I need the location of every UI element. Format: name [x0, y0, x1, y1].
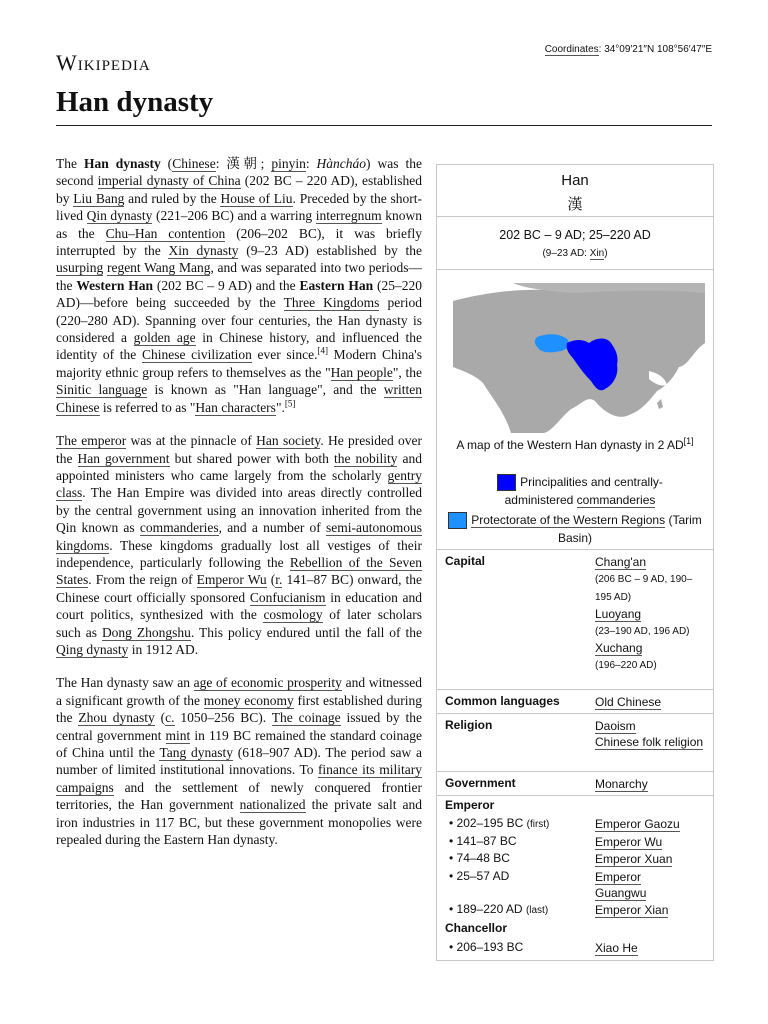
- link-han-government[interactable]: Han government: [77, 450, 170, 466]
- link-three-kingdoms[interactable]: Three Kingdoms: [283, 295, 380, 311]
- infobox-native-name: 漢: [567, 196, 583, 213]
- link-daoism[interactable]: Daoism: [595, 719, 636, 733]
- link-money-economy[interactable]: money economy: [203, 692, 294, 708]
- link-emperor-wu-infobox[interactable]: Emperor Wu: [595, 835, 663, 849]
- link-luoyang[interactable]: Luoyang: [595, 607, 642, 621]
- link-legend-commanderies[interactable]: commanderies: [576, 493, 656, 508]
- emperor-years-0: • 202–195 BC (first): [449, 816, 550, 830]
- infobox-title: Han: [561, 172, 589, 189]
- link-economic-prosperity[interactable]: age of economic prosperity: [193, 675, 342, 691]
- link-circa[interactable]: c.: [165, 710, 175, 726]
- link-rebellion-seven-states[interactable]: Rebellion of the Seven States: [56, 554, 422, 588]
- link-finance-military[interactable]: finance its military campaigns: [56, 762, 422, 795]
- link-xin-dynasty[interactable]: Xin dynasty: [168, 243, 239, 259]
- row-capital: [437, 549, 713, 690]
- label-government: Government: [445, 776, 516, 790]
- paragraph-3: The Han dynasty saw an age of economic prosperity and witnessed a significant growth of the money economy first established during the Zhou dynasty (c. 1050–256 BC). The coinage issued by the central government mint in 119 BC remained the standard coinage of China until the Tang dynasty (618–907 AD). The period saw a number of limited institutional innovations. To finance its military campaigns and the settlement of newly conquered frontier territories, the Han government nationalized the private salt and iron industries in 117 BC, but these government monopolies were repealed during the Eastern Han dynasty.: [56, 675, 422, 848]
- link-written-chinese[interactable]: written Chinese: [56, 382, 422, 415]
- map-ref[interactable]: [1]: [683, 436, 694, 446]
- link-usurping[interactable]: usurping: [56, 260, 104, 276]
- link-sinitic-language[interactable]: Sinitic language: [56, 382, 148, 398]
- link-reign-abbr[interactable]: r.: [275, 572, 283, 588]
- link-cosmology[interactable]: cosmology: [263, 607, 323, 623]
- legend-item-protectorate: Protectorate of the Western Regions (Tarim Basin): [447, 511, 703, 547]
- article-body: [56, 155, 422, 864]
- emperor-years-1: • 141–87 BC: [449, 834, 517, 848]
- chancellor-years-0: • 206–193 BC: [449, 940, 524, 954]
- map-caption: A map of the Western Han dynasty in 2 AD[1]: [456, 436, 694, 452]
- link-house-of-liu[interactable]: House of Liu: [220, 190, 293, 206]
- link-emperor-xian[interactable]: Emperor Xian: [595, 903, 669, 917]
- legend-item-principalities: Principalities and centrally-administered commanderies: [467, 473, 693, 509]
- ref-5[interactable]: [5]: [284, 398, 296, 409]
- link-imperial-dynasty[interactable]: imperial dynasty of China: [97, 173, 241, 189]
- link-chinese[interactable]: Chinese: [172, 156, 216, 171]
- link-chinese-civilization[interactable]: Chinese civilization: [141, 347, 252, 363]
- page-title: Han dynasty: [56, 86, 214, 118]
- link-monarchy[interactable]: Monarchy: [595, 777, 648, 791]
- link-han-society[interactable]: Han society: [256, 433, 321, 449]
- link-liu-bang[interactable]: Liu Bang: [73, 190, 125, 206]
- row-government: [437, 771, 713, 796]
- link-han-people[interactable]: Han people: [330, 364, 393, 380]
- row-languages: [437, 689, 713, 714]
- link-xin[interactable]: Xin: [589, 248, 605, 259]
- link-emperor-xuan[interactable]: Emperor Xuan: [595, 852, 673, 866]
- link-interregnum[interactable]: interregnum: [315, 208, 382, 224]
- value-capital: Chang'an (206 BC – 9 AD, 190–195 AD) Luoyang (23–190 AD, 196 AD) Xuchang (196–220 AD): [595, 555, 693, 671]
- label-religion: Religion: [445, 718, 493, 732]
- link-mint[interactable]: mint: [165, 727, 191, 743]
- link-changan[interactable]: Chang'an: [595, 555, 646, 569]
- title-divider: [56, 125, 712, 126]
- link-pinyin[interactable]: pinyin: [271, 156, 306, 171]
- link-chinese-folk-religion[interactable]: Chinese folk religion: [595, 735, 704, 749]
- link-the-coinage[interactable]: The coinage: [271, 710, 341, 726]
- emperor-years-2: • 74–48 BC: [449, 851, 510, 865]
- link-qin-dynasty[interactable]: Qin dynasty: [86, 208, 153, 224]
- legend-swatch-lightblue: [448, 512, 467, 529]
- link-nationalized[interactable]: nationalized: [239, 797, 306, 813]
- label-chancellor: Chancellor: [445, 921, 508, 935]
- link-emperor-wu[interactable]: Emperor Wu: [196, 572, 267, 588]
- link-the-emperor[interactable]: The emperor: [56, 433, 127, 449]
- coordinates-label[interactable]: Coordinates: [544, 44, 599, 55]
- link-emperor-gaozu[interactable]: Emperor Gaozu: [595, 817, 680, 831]
- paragraph-2: The emperor was at the pinnacle of Han society. He presided over the Han government but shared power with both the nobility and appointed ministers who came largely from the scholarly gentry class. The Han Empire was divided into areas directly controlled by the central government using an innovation inherited from the Qin known as commanderies, and a number of semi-autonomous kingdoms. These kingdoms gradually lost all vestiges of their independence, particularly following the Rebellion of the Seven States. From the reign of Emperor Wu (r. 141–87 BC) onward, the Chinese court officially sponsored Confucianism in education and court politics, synthesized with the cosmology of later scholars such as Dong Zhongshu. This policy endured until the fall of the Qing dynasty in 1912 AD.: [56, 433, 423, 657]
- infobox-dates: 202 BC – 9 AD; 25–220 AD: [499, 228, 651, 242]
- link-chu-han[interactable]: Chu–Han contention: [105, 225, 226, 241]
- row-emperors: [437, 795, 713, 961]
- link-the-nobility[interactable]: the nobility: [333, 450, 398, 466]
- link-protectorate[interactable]: Protectorate of the Western Regions: [471, 513, 666, 527]
- western-han-map[interactable]: [453, 283, 705, 433]
- link-tang-dynasty[interactable]: Tang dynasty: [159, 745, 233, 760]
- wikipedia-logo[interactable]: Wikipedia: [56, 50, 151, 75]
- link-golden-age[interactable]: golden age: [133, 330, 196, 346]
- legend-swatch-blue: [497, 474, 516, 491]
- infobox-interlude: (9–23 AD: Xin): [542, 248, 608, 259]
- label-capital: Capital: [445, 554, 486, 568]
- link-emperor-guangwu[interactable]: Emperor Guangwu: [595, 870, 647, 900]
- link-confucianism[interactable]: Confucianism: [249, 589, 326, 605]
- label-languages: Common languages: [445, 694, 560, 708]
- ref-4[interactable]: [4]: [317, 345, 328, 356]
- emperor-years-3: • 25–57 AD: [449, 869, 510, 883]
- link-semi-autonomous[interactable]: semi-autonomous kingdoms: [56, 520, 422, 553]
- link-zhou-dynasty[interactable]: Zhou dynasty: [78, 710, 155, 726]
- label-emperor: Emperor: [445, 798, 495, 812]
- link-xuchang[interactable]: Xuchang: [595, 641, 643, 655]
- paragraph-1: The Han dynasty (Chinese: 漢朝; pinyin: Hàncháo) was the second imperial dynasty of China (202 BC – 220 AD), established by Liu Bang and ruled by the House of Liu. Preceded by the short-lived Qin dynasty (221–206 BC) and a warring interregnum known as the Chu–Han contention (206–202 BC), it was briefly interrupted by the Xin dynasty (9–23 AD) established by the usurping regent Wang Mang, and was separated into two periods—the Western Han (202 BC – 9 AD) and the Eastern Han (25–220 AD)—before being succeeded by the Three Kingdoms period (220–280 AD). Spanning over four centuries, the Han dynasty is considered a golden age in Chinese history, and influenced the identity of the Chinese civilization ever since.[4] Modern China's majority ethnic group refers to themselves as the "Han people", the Sinitic language is known as "Han language", and the written Chinese is referred to as "Han characters".[5]: [56, 156, 423, 415]
- link-xiao-he[interactable]: Xiao He: [595, 941, 638, 955]
- row-religion: [437, 713, 713, 772]
- link-regent-wang-mang[interactable]: regent Wang Mang: [106, 260, 211, 276]
- emperor-years-4: • 189–220 AD (last): [449, 902, 549, 916]
- infobox: [436, 164, 714, 961]
- link-old-chinese[interactable]: Old Chinese: [595, 695, 662, 709]
- link-dong-zhongshu[interactable]: Dong Zhongshu: [101, 624, 191, 640]
- link-han-characters[interactable]: Han characters: [195, 399, 276, 415]
- coordinates-value[interactable]: 34°09′21″N 108°56′47″E: [604, 44, 712, 55]
- link-commanderies[interactable]: commanderies: [139, 520, 219, 536]
- link-gentry-class[interactable]: gentry class: [56, 467, 422, 501]
- link-qing-dynasty[interactable]: Qing dynasty: [56, 641, 129, 657]
- coordinates: Coordinates: 34°09′21″N 108°56′47″E: [544, 44, 712, 55]
